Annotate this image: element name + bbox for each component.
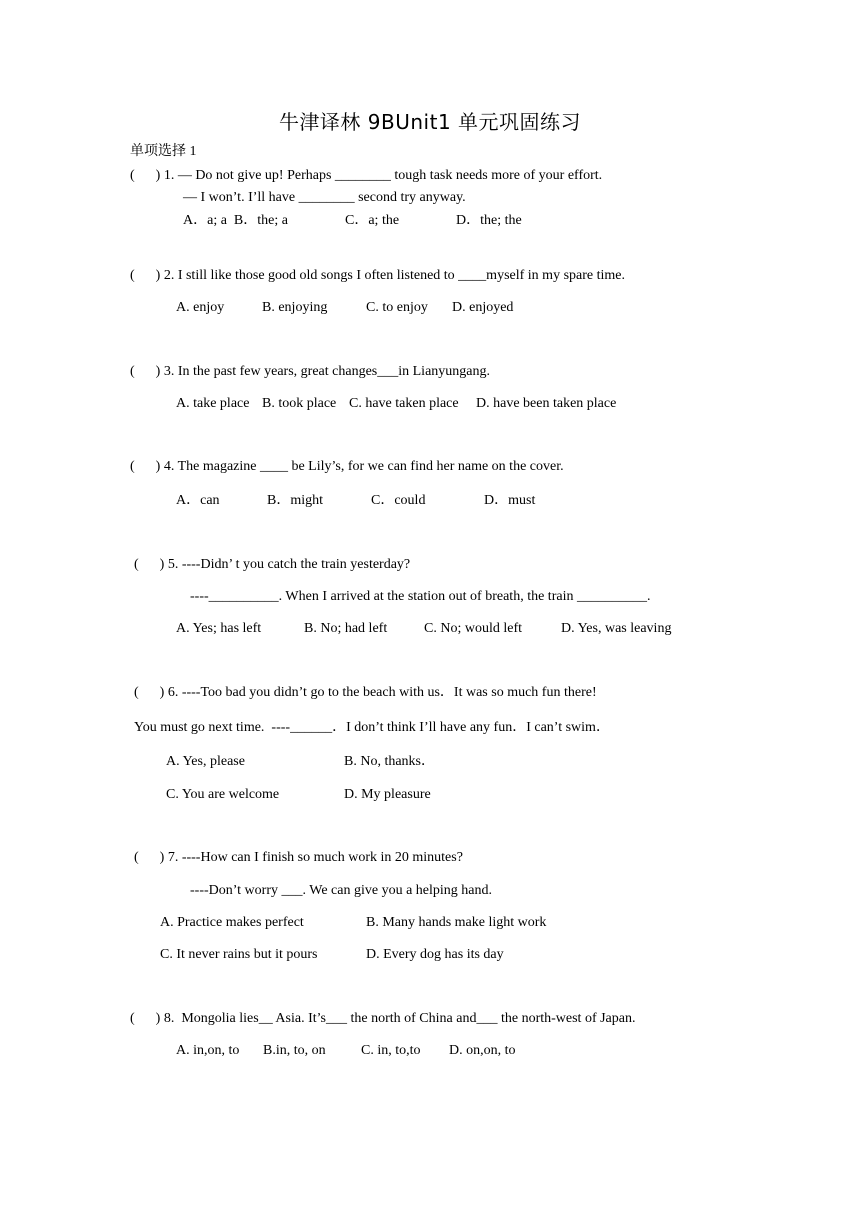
question-6-option-d: D. My pleasure	[344, 787, 431, 802]
question-8-stem: ( ) 8. Mongolia lies__ Asia. It’s___ the north of China and___ the north-west of Japan.	[130, 1011, 636, 1026]
question-3-option-d: D. have been taken place	[476, 396, 617, 411]
question-3-stem: ( ) 3. In the past few years, great changes___in Lianyungang.	[130, 364, 490, 379]
question-5-option-d: D. Yes, was leaving	[561, 621, 672, 636]
question-4-option-b: B．might	[267, 493, 324, 508]
question-1-option-c: C．a; the	[345, 213, 400, 228]
page-title: 牛津译林 9BUnit1 单元巩固练习	[278, 110, 582, 134]
question-8-option-b: B.in, to, on	[263, 1043, 326, 1058]
question-1-option-ab: A．a; a B．the; a	[183, 213, 288, 228]
question-2-option-a: A. enjoy	[176, 300, 225, 315]
question-7-stem: ( ) 7. ----How can I finish so much work in 20 minutes?	[134, 850, 463, 865]
question-6-option-b: B. No, thanks．	[344, 754, 435, 769]
question-5-option-b: B. No; had left	[304, 621, 388, 636]
question-2-stem: ( ) 2. I still like those good old songs I often listened to ____myself in my spare time.	[130, 268, 625, 283]
question-5-option-c: C. No; would left	[424, 621, 522, 636]
question-6-option-c: C. You are welcome	[166, 787, 280, 802]
question-6-option-a: A. Yes, please	[166, 754, 245, 769]
question-4-option-a: A．can	[176, 493, 220, 508]
question-1-stem: ( ) 1. — Do not give up! Perhaps ________ tough task needs more of your effort.	[130, 168, 603, 183]
question-8-option-d: D. on,on, to	[449, 1043, 516, 1058]
question-5-option-a: A. Yes; has left	[176, 621, 262, 636]
question-7-option-a: A. Practice makes perfect	[160, 915, 304, 930]
question-4-option-c: C．could	[371, 493, 426, 508]
question-5-stem: ( ) 5. ----Didn’ t you catch the train yesterday?	[134, 557, 411, 572]
question-2-option-c: C. to enjoy	[366, 300, 428, 315]
question-3-option-a: A. take place	[176, 396, 250, 411]
question-1-stem-line2: — I won’t. I’ll have ________ second try anyway.	[183, 190, 466, 205]
question-4-option-d: D．must	[484, 493, 536, 508]
question-3-option-c: C. have taken place	[349, 396, 459, 411]
question-5-stem-line2: ----__________. When I arrived at the station out of breath, the train __________.	[190, 589, 651, 604]
question-6-stem: ( ) 6. ----Too bad you didn’t go to the beach with us．It was so much fun there!	[134, 685, 597, 700]
question-8-option-a: A. in,on, to	[176, 1043, 240, 1058]
question-8-option-c: C. in, to,to	[361, 1043, 421, 1058]
question-6-stem-line2: You must go next time. ----______．I don’t think I’ll have any fun．I can’t swim．	[134, 720, 610, 735]
question-1-option-d: D．the; the	[456, 213, 522, 228]
question-7-option-d: D. Every dog has its day	[366, 947, 504, 962]
question-7-stem-line2: ----Don’t worry ___. We can give you a helping hand.	[190, 883, 492, 898]
question-4-stem: ( ) 4. The magazine ____ be Lily’s, for we can find her name on the cover.	[130, 459, 564, 474]
question-7-option-b: B. Many hands make light work	[366, 915, 547, 930]
question-7-option-c: C. It never rains but it pours	[160, 947, 318, 962]
section-heading: 单项选择 1	[130, 144, 197, 159]
question-3-option-b: B. took place	[262, 396, 337, 411]
question-2-option-d: D. enjoyed	[452, 300, 514, 315]
question-2-option-b: B. enjoying	[262, 300, 328, 315]
